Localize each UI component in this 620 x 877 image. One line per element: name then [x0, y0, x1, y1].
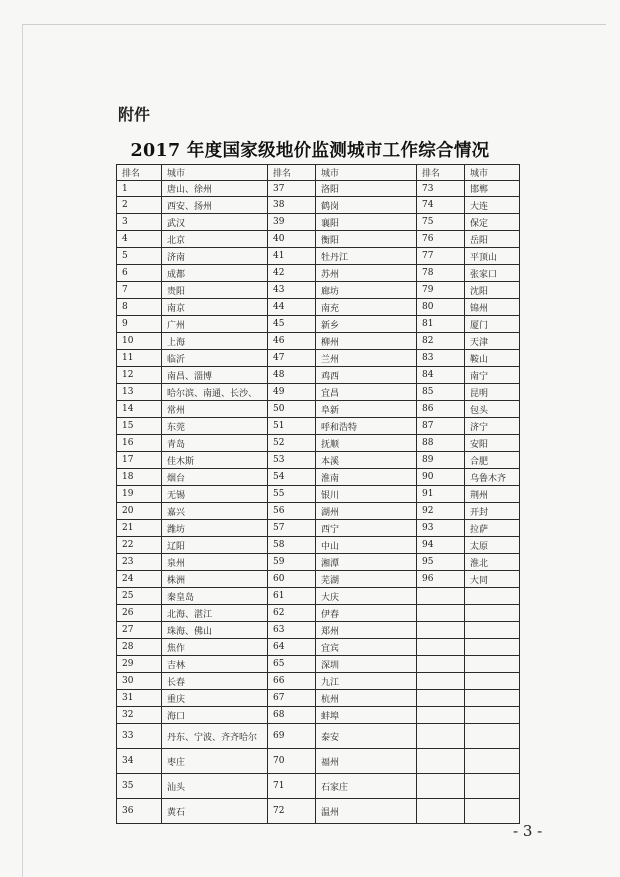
table-header-row [117, 165, 520, 181]
header-rank-2: 排名 [268, 165, 316, 181]
city-cell: 吉林 [162, 656, 268, 673]
rank-cell: 54 [268, 469, 316, 486]
city-cell: 新乡 [316, 316, 417, 333]
table-row [117, 401, 520, 418]
rank-cell: 53 [268, 452, 316, 469]
rank-cell: 8 [117, 299, 162, 316]
city-cell: 汕头 [162, 774, 268, 799]
rank-cell: 74 [417, 197, 465, 214]
city-cell: 东莞 [162, 418, 268, 435]
rank-cell: 46 [268, 333, 316, 350]
table-row [117, 656, 520, 673]
city-cell: 常州 [162, 401, 268, 418]
rank-cell [417, 774, 465, 799]
city-cell: 西安、扬州 [162, 197, 268, 214]
city-cell: 锦州 [465, 299, 520, 316]
city-cell: 芜湖 [316, 571, 417, 588]
city-cell: 湖州 [316, 503, 417, 520]
city-cell [465, 724, 520, 749]
rank-cell: 20 [117, 503, 162, 520]
rank-cell: 23 [117, 554, 162, 571]
city-cell: 苏州 [316, 265, 417, 282]
city-cell: 厦门 [465, 316, 520, 333]
header-rank-3: 排名 [417, 165, 465, 181]
rank-cell: 40 [268, 231, 316, 248]
city-cell: 衡阳 [316, 231, 417, 248]
city-cell: 天津 [465, 333, 520, 350]
city-cell: 阜新 [316, 401, 417, 418]
table-row [117, 520, 520, 537]
rank-cell: 45 [268, 316, 316, 333]
table-body [117, 181, 520, 824]
city-cell: 武汉 [162, 214, 268, 231]
rank-cell: 55 [268, 486, 316, 503]
rank-cell: 82 [417, 333, 465, 350]
city-cell [465, 639, 520, 656]
city-cell: 安阳 [465, 435, 520, 452]
table-row [117, 571, 520, 588]
rank-cell [417, 656, 465, 673]
city-cell: 九江 [316, 673, 417, 690]
rank-cell: 44 [268, 299, 316, 316]
city-cell: 邯郸 [465, 181, 520, 197]
city-cell [465, 799, 520, 824]
city-cell: 南京 [162, 299, 268, 316]
table-row [117, 588, 520, 605]
rank-cell [417, 588, 465, 605]
rank-cell: 73 [417, 181, 465, 197]
city-cell: 淮南 [316, 469, 417, 486]
city-cell: 潍坊 [162, 520, 268, 537]
rank-cell: 88 [417, 435, 465, 452]
table-row [117, 673, 520, 690]
table-row [117, 724, 520, 749]
city-cell: 杭州 [316, 690, 417, 707]
rank-cell: 86 [417, 401, 465, 418]
rank-cell: 93 [417, 520, 465, 537]
city-cell: 昆明 [465, 384, 520, 401]
city-cell: 南宁 [465, 367, 520, 384]
rank-cell: 95 [417, 554, 465, 571]
rank-cell: 68 [268, 707, 316, 724]
city-cell: 北海、湛江 [162, 605, 268, 622]
city-cell: 嘉兴 [162, 503, 268, 520]
rank-cell [417, 707, 465, 724]
rank-cell: 24 [117, 571, 162, 588]
table-row [117, 605, 520, 622]
rank-cell: 22 [117, 537, 162, 554]
rank-cell: 85 [417, 384, 465, 401]
city-cell: 广州 [162, 316, 268, 333]
city-cell [465, 605, 520, 622]
table-row [117, 214, 520, 231]
city-cell: 淮北 [465, 554, 520, 571]
rank-cell: 4 [117, 231, 162, 248]
rank-cell: 28 [117, 639, 162, 656]
rank-cell: 51 [268, 418, 316, 435]
rank-cell [417, 690, 465, 707]
table-row [117, 707, 520, 724]
rank-cell: 69 [268, 724, 316, 749]
rank-cell: 61 [268, 588, 316, 605]
city-cell: 枣庄 [162, 749, 268, 774]
rank-cell: 13 [117, 384, 162, 401]
city-cell: 温州 [316, 799, 417, 824]
rank-cell: 47 [268, 350, 316, 367]
rank-cell: 16 [117, 435, 162, 452]
city-cell: 深圳 [316, 656, 417, 673]
city-cell: 郑州 [316, 622, 417, 639]
city-cell: 上海 [162, 333, 268, 350]
city-cell: 本溪 [316, 452, 417, 469]
city-cell: 海口 [162, 707, 268, 724]
city-cell: 成都 [162, 265, 268, 282]
rank-cell: 92 [417, 503, 465, 520]
city-cell: 保定 [465, 214, 520, 231]
city-cell: 临沂 [162, 350, 268, 367]
table-row [117, 774, 520, 799]
city-cell: 石家庄 [316, 774, 417, 799]
city-cell: 沈阳 [465, 282, 520, 299]
city-cell: 岳阳 [465, 231, 520, 248]
city-cell: 青岛 [162, 435, 268, 452]
city-cell: 北京 [162, 231, 268, 248]
city-cell: 无锡 [162, 486, 268, 503]
rank-cell: 56 [268, 503, 316, 520]
table-row [117, 452, 520, 469]
table-row [117, 367, 520, 384]
header-city-2: 城市 [316, 165, 417, 181]
city-cell: 丹东、宁波、齐齐哈尔 [162, 724, 268, 749]
rank-cell: 89 [417, 452, 465, 469]
rank-cell: 26 [117, 605, 162, 622]
table-row [117, 231, 520, 248]
rank-cell: 7 [117, 282, 162, 299]
city-cell: 合肥 [465, 452, 520, 469]
rank-cell: 90 [417, 469, 465, 486]
rank-cell: 31 [117, 690, 162, 707]
city-cell: 湘潭 [316, 554, 417, 571]
rank-cell: 63 [268, 622, 316, 639]
rank-cell: 50 [268, 401, 316, 418]
city-cell: 襄阳 [316, 214, 417, 231]
city-cell: 鹤岗 [316, 197, 417, 214]
table-row [117, 197, 520, 214]
rank-cell: 19 [117, 486, 162, 503]
table-row [117, 384, 520, 401]
rank-cell: 66 [268, 673, 316, 690]
table-row [117, 749, 520, 774]
table-row [117, 537, 520, 554]
rank-cell: 77 [417, 248, 465, 265]
rank-cell: 38 [268, 197, 316, 214]
city-cell: 乌鲁木齐 [465, 469, 520, 486]
rank-cell: 71 [268, 774, 316, 799]
city-cell [465, 656, 520, 673]
city-cell: 洛阳 [316, 181, 417, 197]
city-cell: 福州 [316, 749, 417, 774]
city-cell: 平顶山 [465, 248, 520, 265]
rank-cell: 41 [268, 248, 316, 265]
rank-cell: 27 [117, 622, 162, 639]
city-cell: 南昌、淄博 [162, 367, 268, 384]
city-cell: 泉州 [162, 554, 268, 571]
rank-cell: 83 [417, 350, 465, 367]
rank-cell: 11 [117, 350, 162, 367]
city-cell [465, 749, 520, 774]
city-cell: 西宁 [316, 520, 417, 537]
rank-cell: 81 [417, 316, 465, 333]
city-cell: 张家口 [465, 265, 520, 282]
city-cell: 黄石 [162, 799, 268, 824]
rank-cell: 70 [268, 749, 316, 774]
city-cell: 呼和浩特 [316, 418, 417, 435]
city-cell: 开封 [465, 503, 520, 520]
attachment-label: 附件 [118, 105, 151, 124]
rank-cell [417, 605, 465, 622]
rank-cell: 67 [268, 690, 316, 707]
table-row [117, 299, 520, 316]
city-cell: 辽阳 [162, 537, 268, 554]
city-cell [465, 774, 520, 799]
city-cell: 中山 [316, 537, 417, 554]
city-cell: 包头 [465, 401, 520, 418]
rank-cell: 42 [268, 265, 316, 282]
table-row [117, 639, 520, 656]
rank-cell: 6 [117, 265, 162, 282]
table-row [117, 690, 520, 707]
rank-cell: 76 [417, 231, 465, 248]
rank-cell: 18 [117, 469, 162, 486]
rank-cell: 1 [117, 181, 162, 197]
rank-cell: 30 [117, 673, 162, 690]
table-row [117, 316, 520, 333]
city-cell: 重庆 [162, 690, 268, 707]
city-cell: 柳州 [316, 333, 417, 350]
table-row [117, 435, 520, 452]
header-rank-1: 排名 [117, 165, 162, 181]
rank-cell: 14 [117, 401, 162, 418]
city-cell [465, 707, 520, 724]
city-cell: 济南 [162, 248, 268, 265]
header-city-1: 城市 [162, 165, 268, 181]
rank-cell: 39 [268, 214, 316, 231]
rank-cell: 87 [417, 418, 465, 435]
table-row [117, 282, 520, 299]
rank-cell: 5 [117, 248, 162, 265]
rank-cell: 21 [117, 520, 162, 537]
rank-cell: 60 [268, 571, 316, 588]
rank-cell: 3 [117, 214, 162, 231]
city-cell: 株洲 [162, 571, 268, 588]
rank-cell: 37 [268, 181, 316, 197]
city-cell [465, 622, 520, 639]
rank-cell: 43 [268, 282, 316, 299]
rank-cell: 10 [117, 333, 162, 350]
rank-cell: 33 [117, 724, 162, 749]
city-cell: 贵阳 [162, 282, 268, 299]
city-cell: 廊坊 [316, 282, 417, 299]
rank-cell: 79 [417, 282, 465, 299]
rank-cell [417, 724, 465, 749]
table-row [117, 181, 520, 197]
city-cell: 佳木斯 [162, 452, 268, 469]
rank-cell [417, 799, 465, 824]
city-cell: 抚顺 [316, 435, 417, 452]
rank-cell [417, 622, 465, 639]
table-row [117, 469, 520, 486]
page-title: 2017 年度国家级地价监测城市工作综合情况 [130, 141, 490, 161]
city-cell: 烟台 [162, 469, 268, 486]
city-cell [465, 673, 520, 690]
city-cell: 大庆 [316, 588, 417, 605]
city-cell: 牡丹江 [316, 248, 417, 265]
table-row [117, 503, 520, 520]
city-cell: 鸡西 [316, 367, 417, 384]
rank-cell: 80 [417, 299, 465, 316]
table-row [117, 350, 520, 367]
rank-cell: 57 [268, 520, 316, 537]
rank-cell [417, 673, 465, 690]
table-row [117, 622, 520, 639]
city-cell: 大同 [465, 571, 520, 588]
rank-cell: 78 [417, 265, 465, 282]
city-cell: 银川 [316, 486, 417, 503]
rank-cell: 25 [117, 588, 162, 605]
rank-cell: 35 [117, 774, 162, 799]
table-row [117, 248, 520, 265]
header-city-3: 城市 [465, 165, 520, 181]
city-cell: 哈尔滨、南通、长沙、 [162, 384, 268, 401]
rank-cell: 17 [117, 452, 162, 469]
city-cell: 宜昌 [316, 384, 417, 401]
city-cell: 焦作 [162, 639, 268, 656]
rank-cell: 62 [268, 605, 316, 622]
rank-cell: 34 [117, 749, 162, 774]
table-row [117, 554, 520, 571]
rank-cell [417, 639, 465, 656]
table-row [117, 265, 520, 282]
rank-cell: 84 [417, 367, 465, 384]
rank-cell: 91 [417, 486, 465, 503]
rank-cell: 75 [417, 214, 465, 231]
table-row [117, 486, 520, 503]
city-cell: 南充 [316, 299, 417, 316]
rank-cell: 12 [117, 367, 162, 384]
city-cell: 蚌埠 [316, 707, 417, 724]
rank-cell: 29 [117, 656, 162, 673]
table-row [117, 418, 520, 435]
city-cell: 宜宾 [316, 639, 417, 656]
rank-cell: 72 [268, 799, 316, 824]
rank-cell: 48 [268, 367, 316, 384]
city-cell: 泰安 [316, 724, 417, 749]
city-cell: 大连 [465, 197, 520, 214]
city-cell: 太原 [465, 537, 520, 554]
ranking-table [116, 164, 520, 824]
rank-cell: 2 [117, 197, 162, 214]
rank-cell: 59 [268, 554, 316, 571]
rank-cell: 52 [268, 435, 316, 452]
rank-cell: 36 [117, 799, 162, 824]
table-row [117, 333, 520, 350]
rank-cell: 58 [268, 537, 316, 554]
city-cell: 拉萨 [465, 520, 520, 537]
city-cell: 伊春 [316, 605, 417, 622]
rank-cell: 32 [117, 707, 162, 724]
table-row [117, 799, 520, 824]
rank-cell: 96 [417, 571, 465, 588]
rank-cell: 65 [268, 656, 316, 673]
rank-cell: 15 [117, 418, 162, 435]
city-cell: 荆州 [465, 486, 520, 503]
city-cell: 唐山、徐州 [162, 181, 268, 197]
city-cell: 秦皇岛 [162, 588, 268, 605]
city-cell [465, 690, 520, 707]
city-cell: 珠海、佛山 [162, 622, 268, 639]
city-cell: 济宁 [465, 418, 520, 435]
rank-cell: 49 [268, 384, 316, 401]
scan-border-top [22, 24, 606, 25]
page-number: - 3 - [513, 822, 543, 840]
rank-cell: 64 [268, 639, 316, 656]
city-cell [465, 588, 520, 605]
rank-cell: 94 [417, 537, 465, 554]
city-cell: 鞍山 [465, 350, 520, 367]
rank-cell [417, 749, 465, 774]
city-cell: 长春 [162, 673, 268, 690]
city-cell: 兰州 [316, 350, 417, 367]
rank-cell: 9 [117, 316, 162, 333]
